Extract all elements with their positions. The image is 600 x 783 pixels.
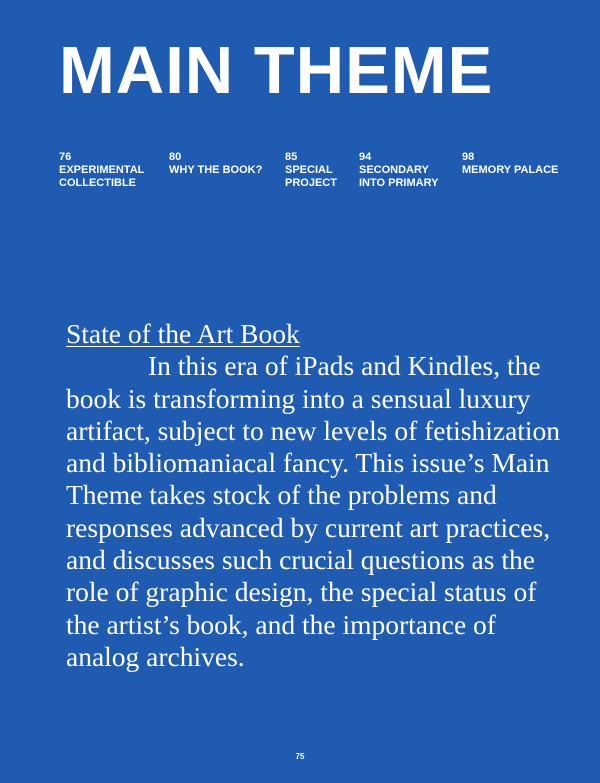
toc-page-number: 85 [285,151,298,163]
toc-item-secondary-into-primary[interactable] [359,151,438,190]
toc-item-why-the-book[interactable] [169,151,262,177]
toc-page-number: 80 [169,151,182,163]
toc-page-number: 94 [359,151,372,163]
article-title: State of the Art Book [66,318,300,349]
toc-label: EXPERIMENTAL COLLECTIBLE [59,164,145,189]
section-title: MAIN THEME [59,33,494,108]
toc-item-memory-palace[interactable] [462,151,558,177]
toc-label: SPECIAL PROJECT [285,164,337,189]
article-body: In this era of iPads and Kindles, the book is transforming into a sensual luxury artifact, subject to new levels of fetishization and bibliomaniacal fancy. This issue’s Main Theme takes stock of the problems and responses advanced by current art practices, and discusses such crucial questions as the role of graphic design, the special status of the artist’s book, and the importance of analog archives. [66,350,561,672]
page-number: 75 [295,752,305,761]
article [66,318,566,673]
toc-label: WHY THE BOOK? [169,164,263,176]
table-of-contents [59,151,569,201]
toc-page-number: 98 [462,151,475,163]
toc-page-number: 76 [59,151,72,163]
toc-item-experimental-collectible[interactable] [59,151,144,190]
toc-label: MEMORY PALACE [462,164,559,176]
toc-item-special-project[interactable] [285,151,337,190]
toc-label: SECONDARY INTO PRIMARY [359,164,439,189]
